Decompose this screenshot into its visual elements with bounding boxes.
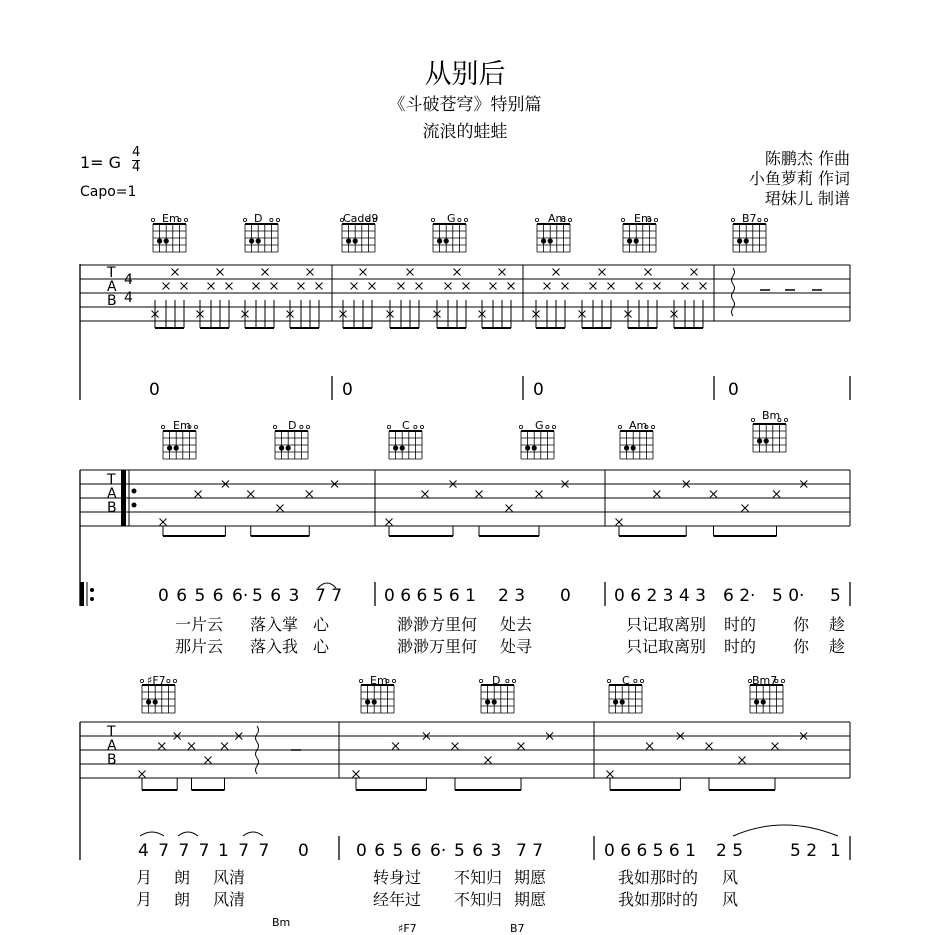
tab-x-mark bbox=[739, 757, 746, 764]
tab-x-mark bbox=[646, 743, 653, 750]
tab-x-mark bbox=[772, 743, 779, 750]
lyric: 月 bbox=[136, 868, 153, 887]
tab-letter-t: T bbox=[107, 724, 116, 740]
notation-group: 6 2· bbox=[723, 586, 756, 606]
tab-x-mark bbox=[710, 491, 717, 498]
tab-x-mark bbox=[490, 283, 497, 290]
song-subtitle: 《斗破苍穹》特别篇 bbox=[388, 95, 542, 115]
tab-x-mark bbox=[253, 283, 260, 290]
chord-name: Em bbox=[173, 419, 191, 432]
notation-measure: 0 bbox=[342, 380, 353, 400]
lyric: 风清 bbox=[213, 868, 246, 887]
lyricist-credit: 小鱼萝莉 作词 bbox=[748, 169, 850, 188]
notation-group: 2 3 bbox=[498, 586, 526, 606]
lyric: 朗 bbox=[174, 868, 191, 887]
chord-name: C bbox=[622, 674, 630, 687]
tab-x-mark bbox=[645, 269, 652, 276]
lyric: 不知归 bbox=[454, 868, 503, 887]
tab-x-mark bbox=[226, 283, 233, 290]
tab-x-mark bbox=[485, 757, 492, 764]
notation-group: 5 6 3 bbox=[252, 586, 301, 606]
tab-x-mark bbox=[298, 283, 305, 290]
tab-letter-a: A bbox=[107, 279, 117, 295]
chord-name: G bbox=[447, 212, 456, 225]
beam-group bbox=[536, 300, 565, 328]
notation-measure: 0 bbox=[149, 380, 160, 400]
tab-x-mark bbox=[416, 283, 423, 290]
lyric: 我如那时的 bbox=[618, 890, 699, 909]
lyric: 处寻 bbox=[500, 637, 533, 656]
tab-x-mark bbox=[454, 269, 461, 276]
chord-name: G bbox=[535, 419, 544, 432]
lyric: 那片云 bbox=[175, 637, 224, 656]
tab-x-mark bbox=[306, 491, 313, 498]
tab-x-mark bbox=[562, 283, 569, 290]
beam-group bbox=[437, 300, 466, 328]
beam-group bbox=[628, 300, 657, 328]
tab-x-mark bbox=[247, 491, 254, 498]
chord-name: B7 bbox=[742, 212, 757, 225]
composer-credit: 陈鹏杰 作曲 bbox=[764, 149, 850, 168]
lyric: 只记取离别 bbox=[626, 615, 707, 634]
notation-group: 1 7 7 bbox=[218, 841, 272, 861]
tab-letters-3 bbox=[107, 725, 117, 767]
lyric: 转身过 bbox=[373, 868, 422, 887]
tab-x-mark bbox=[307, 269, 314, 276]
tab-x-mark bbox=[360, 269, 367, 276]
tab-x-mark bbox=[476, 491, 483, 498]
lyric: 我如那时的 bbox=[618, 868, 699, 887]
song-title: 从别后 bbox=[424, 59, 506, 90]
notation-measure: 0 bbox=[728, 380, 739, 400]
tab-x-mark bbox=[607, 771, 614, 778]
tab-x-mark bbox=[608, 283, 615, 290]
tab-x-mark bbox=[160, 519, 167, 526]
tab-x-mark bbox=[691, 269, 698, 276]
beam-group bbox=[482, 300, 511, 328]
beam-group bbox=[582, 300, 611, 328]
lyric: 落入我 bbox=[250, 637, 299, 656]
tab-letter-a: A bbox=[107, 738, 117, 754]
tab-x-mark bbox=[277, 505, 284, 512]
tab-x-mark bbox=[616, 519, 623, 526]
tab-x-mark bbox=[463, 283, 470, 290]
notation-group: 5 bbox=[830, 586, 841, 606]
beam-group bbox=[200, 300, 229, 328]
tab-x-mark bbox=[386, 519, 393, 526]
chord-name: Em bbox=[370, 674, 388, 687]
tab-x-mark bbox=[553, 269, 560, 276]
tab-x-mark bbox=[398, 283, 405, 290]
tab-letter-b: B bbox=[107, 752, 117, 768]
chord-name: B7 bbox=[510, 922, 525, 935]
tab-x-mark bbox=[392, 743, 399, 750]
tab-letters-1 bbox=[107, 266, 117, 308]
beam-group bbox=[389, 526, 539, 536]
lyric: 风清 bbox=[213, 890, 246, 909]
tab-x-mark bbox=[654, 283, 661, 290]
chord-name: Em bbox=[162, 212, 180, 225]
notation-group: 5 0· bbox=[772, 586, 805, 606]
tab-x-mark bbox=[742, 505, 749, 512]
lyric: 趁 bbox=[829, 615, 846, 634]
notation-group: 0 6 2 3 4 3 bbox=[614, 586, 706, 606]
chord-name: D bbox=[288, 419, 297, 432]
tab-beams bbox=[142, 300, 777, 790]
tab-time-top: 4 bbox=[124, 272, 133, 288]
tab-x-mark bbox=[499, 269, 506, 276]
tab-x-mark bbox=[653, 491, 660, 498]
tab-x-mark bbox=[773, 491, 780, 498]
notation-group: 4 7 7 7 bbox=[138, 841, 212, 861]
beam-group bbox=[674, 300, 703, 328]
notation-group: 6· bbox=[232, 586, 249, 606]
lyric: 时的 bbox=[724, 637, 757, 656]
time-top: 4 bbox=[132, 145, 141, 160]
tab-x-mark bbox=[195, 491, 202, 498]
tab-x-mark bbox=[706, 743, 713, 750]
tab-x-mark bbox=[422, 491, 429, 498]
time-bottom: 4 bbox=[132, 160, 141, 175]
chord-name: Em bbox=[634, 212, 652, 225]
arpeggio-marks bbox=[256, 268, 735, 774]
tab-x-mark bbox=[636, 283, 643, 290]
capo-label: Capo=1 bbox=[80, 184, 137, 200]
notation-group: 1 bbox=[830, 841, 841, 861]
repeat-start-notation bbox=[80, 582, 94, 606]
tab-x-mark bbox=[518, 743, 525, 750]
chord-name: Cadd9 bbox=[343, 212, 379, 225]
notation-group: 0 6 5 6 bbox=[356, 841, 423, 861]
tab-x-mark bbox=[445, 283, 452, 290]
beam-group bbox=[356, 778, 521, 790]
notation-group: 6· bbox=[430, 841, 447, 861]
lyric: 趁 bbox=[829, 637, 846, 656]
chord-name: C bbox=[402, 419, 410, 432]
tab-x-mark bbox=[452, 743, 459, 750]
lyric: 落入掌 bbox=[250, 615, 299, 634]
tab-x-mark bbox=[682, 283, 689, 290]
tab-x-mark bbox=[599, 269, 606, 276]
notation-group: 0 bbox=[560, 586, 571, 606]
beam-group bbox=[290, 300, 319, 328]
tab-x-mark bbox=[271, 283, 278, 290]
tab-letter-t: T bbox=[107, 265, 116, 281]
song-artist: 流浪的蛙蛙 bbox=[422, 122, 508, 142]
tab-x-mark bbox=[217, 269, 224, 276]
tab-x-mark bbox=[407, 269, 414, 276]
notation-group: 2 5 bbox=[716, 841, 744, 861]
lyric: 一片云 bbox=[175, 615, 224, 634]
tab-x-mark bbox=[536, 491, 543, 498]
chord-name: D bbox=[492, 674, 501, 687]
tab-x-mark bbox=[353, 771, 360, 778]
lyric: 你 bbox=[793, 637, 810, 656]
tab-x-mark bbox=[351, 283, 358, 290]
lyric: 期愿 bbox=[514, 868, 547, 887]
chord-name: ♯F7 bbox=[147, 674, 166, 687]
notation-group: 5 2 bbox=[790, 841, 818, 861]
tab-x-mark bbox=[181, 283, 188, 290]
lyric: 期愿 bbox=[514, 890, 547, 909]
tab-staff-2 bbox=[80, 470, 850, 526]
tab-letter-a: A bbox=[107, 486, 117, 502]
tab-x-mark bbox=[700, 283, 707, 290]
lyric: 处去 bbox=[500, 615, 533, 634]
beam-group bbox=[619, 526, 777, 536]
beam-group bbox=[343, 300, 372, 328]
tab-x-mark bbox=[262, 269, 269, 276]
tab-letter-b: B bbox=[107, 500, 117, 516]
tab-letter-b: B bbox=[107, 293, 117, 309]
tab-x-mark bbox=[316, 283, 323, 290]
lyric: 心 bbox=[313, 637, 330, 656]
tab-x-mark bbox=[221, 743, 228, 750]
lyric: 不知归 bbox=[454, 890, 503, 909]
chord-name: Bm7 bbox=[752, 674, 778, 687]
tab-x-marks bbox=[139, 269, 808, 778]
tab-x-mark bbox=[188, 743, 195, 750]
beam-group bbox=[142, 778, 225, 790]
beam-group bbox=[390, 300, 419, 328]
notation-group: 0 bbox=[298, 841, 309, 861]
beam-group bbox=[163, 526, 309, 536]
transcriber-credit: 珺妹儿 制谱 bbox=[764, 189, 850, 208]
chord-name: ♯F7 bbox=[398, 922, 417, 935]
chord-name: D bbox=[254, 212, 263, 225]
notation-group: 5 6 3 bbox=[454, 841, 503, 861]
chord-name: Bm bbox=[762, 409, 781, 422]
key-label: 1= G bbox=[80, 153, 122, 172]
tab-x-mark bbox=[158, 743, 165, 750]
tab-x-mark bbox=[205, 757, 212, 764]
beam-group bbox=[610, 778, 775, 790]
lyric: 渺渺方里何 bbox=[397, 615, 478, 634]
lyric: 风 bbox=[722, 868, 739, 887]
tab-x-mark bbox=[172, 269, 179, 276]
chord-diagram bbox=[751, 418, 787, 452]
tab-time-bottom: 4 bbox=[124, 290, 133, 306]
tab-letter-t: T bbox=[107, 472, 116, 488]
lyric: 朗 bbox=[174, 890, 191, 909]
tab-x-mark bbox=[163, 283, 170, 290]
lyric: 只记取离别 bbox=[626, 637, 707, 656]
tab-staff-3 bbox=[80, 722, 850, 778]
tab-x-mark bbox=[506, 505, 513, 512]
notation-group: 0 6 6 5 6 1 bbox=[384, 586, 476, 606]
tab-x-mark bbox=[508, 283, 515, 290]
tab-x-mark bbox=[208, 283, 215, 290]
lyric: 月 bbox=[136, 890, 153, 909]
lyric: 时的 bbox=[724, 615, 757, 634]
notation-measure: 0 bbox=[533, 380, 544, 400]
tab-x-mark bbox=[139, 771, 146, 778]
lyric: 心 bbox=[313, 615, 330, 634]
notation-group: 0 6 5 6 bbox=[158, 586, 225, 606]
tab-x-mark bbox=[544, 283, 551, 290]
tab-x-mark bbox=[369, 283, 376, 290]
beam-group bbox=[245, 300, 274, 328]
lyric: 风 bbox=[722, 890, 739, 909]
tab-letters-2 bbox=[107, 473, 117, 515]
tab-x-mark bbox=[590, 283, 597, 290]
lyric: 你 bbox=[793, 615, 810, 634]
lyric: 经年过 bbox=[373, 890, 422, 909]
notation-group: 7 7 bbox=[516, 841, 544, 861]
beam-group bbox=[155, 300, 184, 328]
notation-group: 7 7 bbox=[315, 586, 343, 606]
notation-group: 0 6 6 5 6 1 bbox=[604, 841, 696, 861]
lyric: 渺渺万里何 bbox=[397, 637, 478, 656]
chord-name: Bm bbox=[272, 916, 291, 929]
chord-name: Am bbox=[548, 212, 567, 225]
tab-time-sig bbox=[124, 271, 133, 307]
chord-name: Am bbox=[629, 419, 648, 432]
